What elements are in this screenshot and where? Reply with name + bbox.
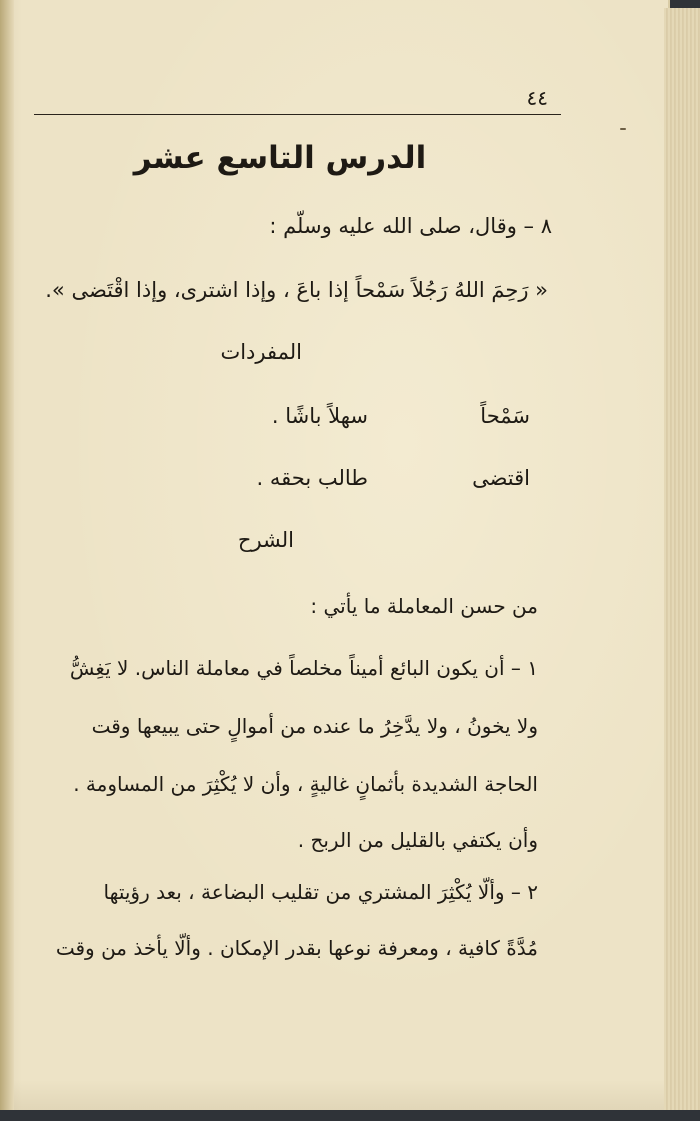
explanation-line: مُدَّةً كافية ، ومعرفة نوعها بقدر الإمكان . وألّا يأخذ من وقت [55, 936, 538, 960]
explanation-line: وأن يكتفي بالقليل من الربح . [297, 828, 538, 852]
explanation-line: ولا يخونُ ، ولا يدَّخِرُ ما عنده من أموالٍ حتى يبيعها وقت [91, 714, 538, 738]
vocabulary-heading: المفردات [220, 340, 302, 364]
explanation-line: ٢ – وألّا يُكْثِرَ المشتري من تقليب البضاعة ، بعد رؤيتها [103, 880, 538, 904]
explanation-line: الحاجة الشديدة بأثمانٍ غاليةٍ ، وأن لا يُكْثِرَ من المساومة . [73, 772, 538, 796]
header-rule [34, 114, 561, 115]
lesson-title: الدرس التاسع عشر [133, 140, 427, 176]
ink-mark [620, 128, 626, 130]
explanation-intro: من حسن المعاملة ما يأتي : [310, 594, 538, 618]
explanation-line: ١ – أن يكون البائع أميناً مخلصاً في معاملة الناس. لا يَغِشُّ [69, 656, 538, 680]
vocab-meaning: سهلاً باشًا . [271, 404, 368, 428]
page-number: ٤٤ [526, 86, 548, 110]
vocab-meaning: طالب بحقه . [256, 466, 368, 490]
explanation-heading: الشرح [237, 528, 294, 552]
page-edges [664, 8, 700, 1110]
hadith-text: « رَحِمَ اللهُ رَجُلاً سَمْحاً إذا باعَ ، وإذا اشترى، وإذا اقْتَضى ». [45, 278, 548, 302]
hadith-intro: ٨ – وقال، صلى الله عليه وسلّم : [269, 214, 552, 238]
vocab-term: اقتضى [472, 466, 530, 490]
vocab-term: سَمْحاً [480, 404, 530, 428]
